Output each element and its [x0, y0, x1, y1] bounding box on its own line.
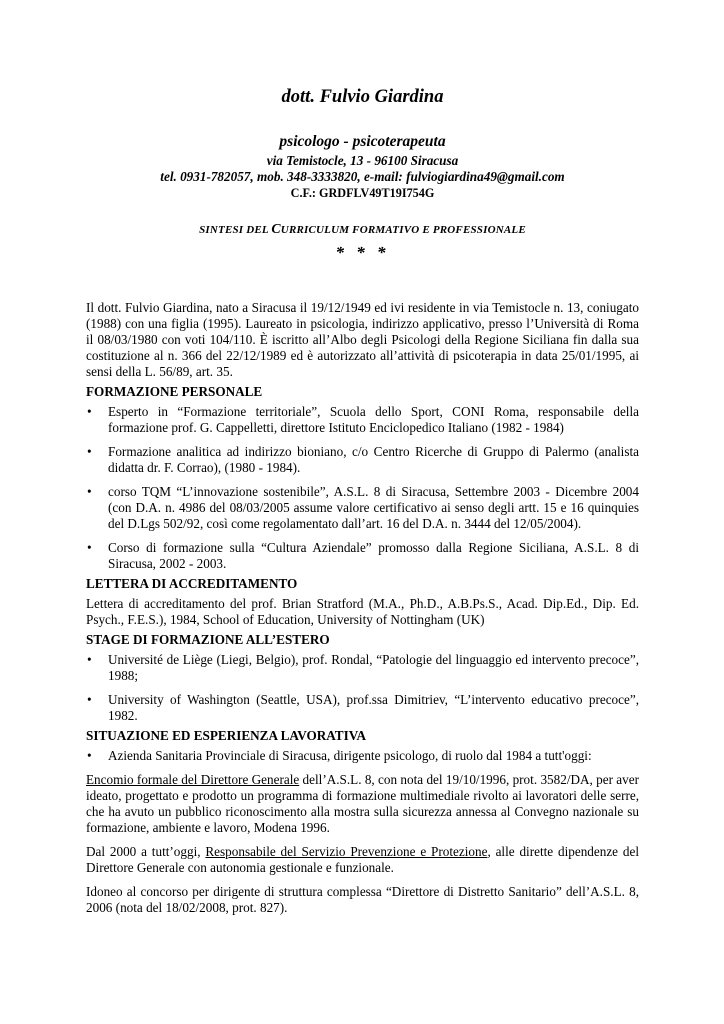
- bullet-icon: •: [87, 692, 92, 707]
- list-item: [86, 444, 639, 476]
- cv-profession: psicologo - psicoterapeuta: [279, 133, 446, 150]
- cv-contacts: tel. 0931-782057, mob. 348-3333820, e-mail: fulviogiardina49@gmail.com: [160, 169, 565, 184]
- summary-title-part1: SINTESI DEL: [199, 224, 272, 236]
- responsabile-label: Responsabile del Servizio Prevenzione e Protezione: [205, 844, 488, 859]
- section-title-stage: STAGE DI FORMAZIONE ALL’ESTERO: [86, 632, 330, 647]
- list-item-text: University of Washington (Seattle, USA), prof.ssa Dimitriev, “L’intervento educativo precoce”, 1982.: [108, 692, 639, 723]
- bullet-icon: •: [87, 404, 92, 419]
- list-item: [86, 652, 639, 684]
- list-item: [86, 692, 639, 724]
- intro-paragraph: Il dott. Fulvio Giardina, nato a Siracusa il 19/12/1949 ed ivi residente in via Temistocle n. 13, coniugato (1988) con una figlia (1995). Laureato in psicologia, indirizzo applicativo, presso l’Università di Roma il 08/03/1980 con voti 104/110. È iscritto all’Albo degli Psicologi della Regione Siciliana fin dalla sua costituzione al n. 366 del 22/12/1989 ed è autorizzato all’attività di psicoterapia in data 25/01/1995, ai sensi della L. 56/89, art. 35.: [86, 300, 639, 379]
- list-item: [86, 404, 639, 436]
- responsabile-paragraph: [86, 844, 639, 876]
- bullet-icon: •: [87, 652, 92, 667]
- summary-title: [86, 221, 639, 238]
- bullet-icon: •: [87, 540, 92, 555]
- lettera-paragraph: Lettera di accreditamento del prof. Brian Stratford (M.A., Ph.D., A.B.Ps.S., Acad. Dip.Ed., Dip. Ed. Psych., F.E.S.), 1984, School of Education, University of Nottingham (UK): [86, 596, 639, 627]
- list-item-text: Université de Liège (Liegi, Belgio), prof. Rondal, “Patologie del linguaggio ed intervento precoce”, 1988;: [108, 652, 639, 683]
- list-item-text: Formazione analitica ad indirizzo bioniano, c/o Centro Ricerche di Gruppo di Palermo (analista didatta dr. F. Corrao), (1980 - 1984).: [108, 444, 639, 475]
- list-item-text: Esperto in “Formazione territoriale”, Scuola dello Sport, CONI Roma, responsabile della formazione prof. G. Cappelletti, direttore Istituto Enciclopedico Italiano (1982 - 1984): [108, 404, 639, 435]
- list-item-text: corso TQM “L’innovazione sostenibile”, A.S.L. 8 di Siracusa, Settembre 2003 - Dicembre 2004 (con D.A. n. 4986 del 08/03/2005 assume valore certificativo ai senso degli artt. 15 e 16 quinquies del D.Lgs 502/92, così come regolamentato dall’art. 16 del D.A. n. 3444 del 12/05/2004).: [108, 484, 639, 531]
- list-item: [86, 748, 639, 764]
- cv-name: dott. Fulvio Giardina: [281, 87, 444, 107]
- responsabile-suffix: , alle dirette dipendenze del Direttore Generale con autonomia gestionale e funzionale.: [86, 844, 639, 875]
- cv-address: via Temistocle, 13 - 96100 Siracusa: [266, 153, 459, 168]
- list-item-text: Corso di formazione sulla “Cultura Aziendale” promosso dalla Regione Siciliana, A.S.L. 8 di Siracusa, 2002 - 2003.: [108, 540, 639, 571]
- bullet-icon: •: [87, 748, 92, 763]
- bullet-icon: •: [87, 484, 92, 499]
- encomio-paragraph: [86, 772, 639, 836]
- section-title-lettera: LETTERA DI ACCREDITAMENTO: [86, 576, 298, 591]
- list-item-text: Azienda Sanitaria Provinciale di Siracusa, dirigente psicologo, di ruolo dal 1984 a tutt'oggi:: [108, 748, 592, 763]
- section-title-formazione: FORMAZIONE PERSONALE: [86, 384, 263, 399]
- bullet-icon: •: [87, 444, 92, 459]
- separator-stars: * * *: [335, 243, 390, 262]
- summary-title-part3: URRICULUM FORMATIVO E PROFESSIONALE: [280, 224, 526, 236]
- section-title-situazione: SITUAZIONE ED ESPERIENZA LAVORATIVA: [86, 728, 367, 743]
- list-item: [86, 540, 639, 572]
- idoneo-paragraph: Idoneo al concorso per dirigente di struttura complessa “Direttore di Distretto Sanitario” dell’A.S.L. 8, 2006 (nota del 18/02/2008, prot. 827).: [86, 884, 639, 915]
- cv-fiscal-code: C.F.: GRDFLV49T19I754G: [290, 186, 435, 200]
- stage-list: [86, 652, 639, 724]
- responsabile-prefix: Dal 2000 a tutt’oggi,: [86, 844, 206, 859]
- encomio-label: Encomio formale del Direttore Generale: [86, 772, 300, 787]
- summary-title-initial: C: [271, 221, 281, 236]
- list-item: [86, 484, 639, 532]
- formazione-list: [86, 404, 639, 572]
- situazione-list: [86, 748, 639, 764]
- encomio-text: dell’A.S.L. 8, con nota del 19/10/1996, prot. 3582/DA, per aver ideato, progettato e prodotto un programma di formazione multimediale rivolto ai lavoratori delle serre, che ha avuto un pubblico riconoscimento alla mostra sulla sicurezza annessa al Convegno nazionale su formazione, ambiente e lavoro, Modena 1996.: [86, 772, 640, 835]
